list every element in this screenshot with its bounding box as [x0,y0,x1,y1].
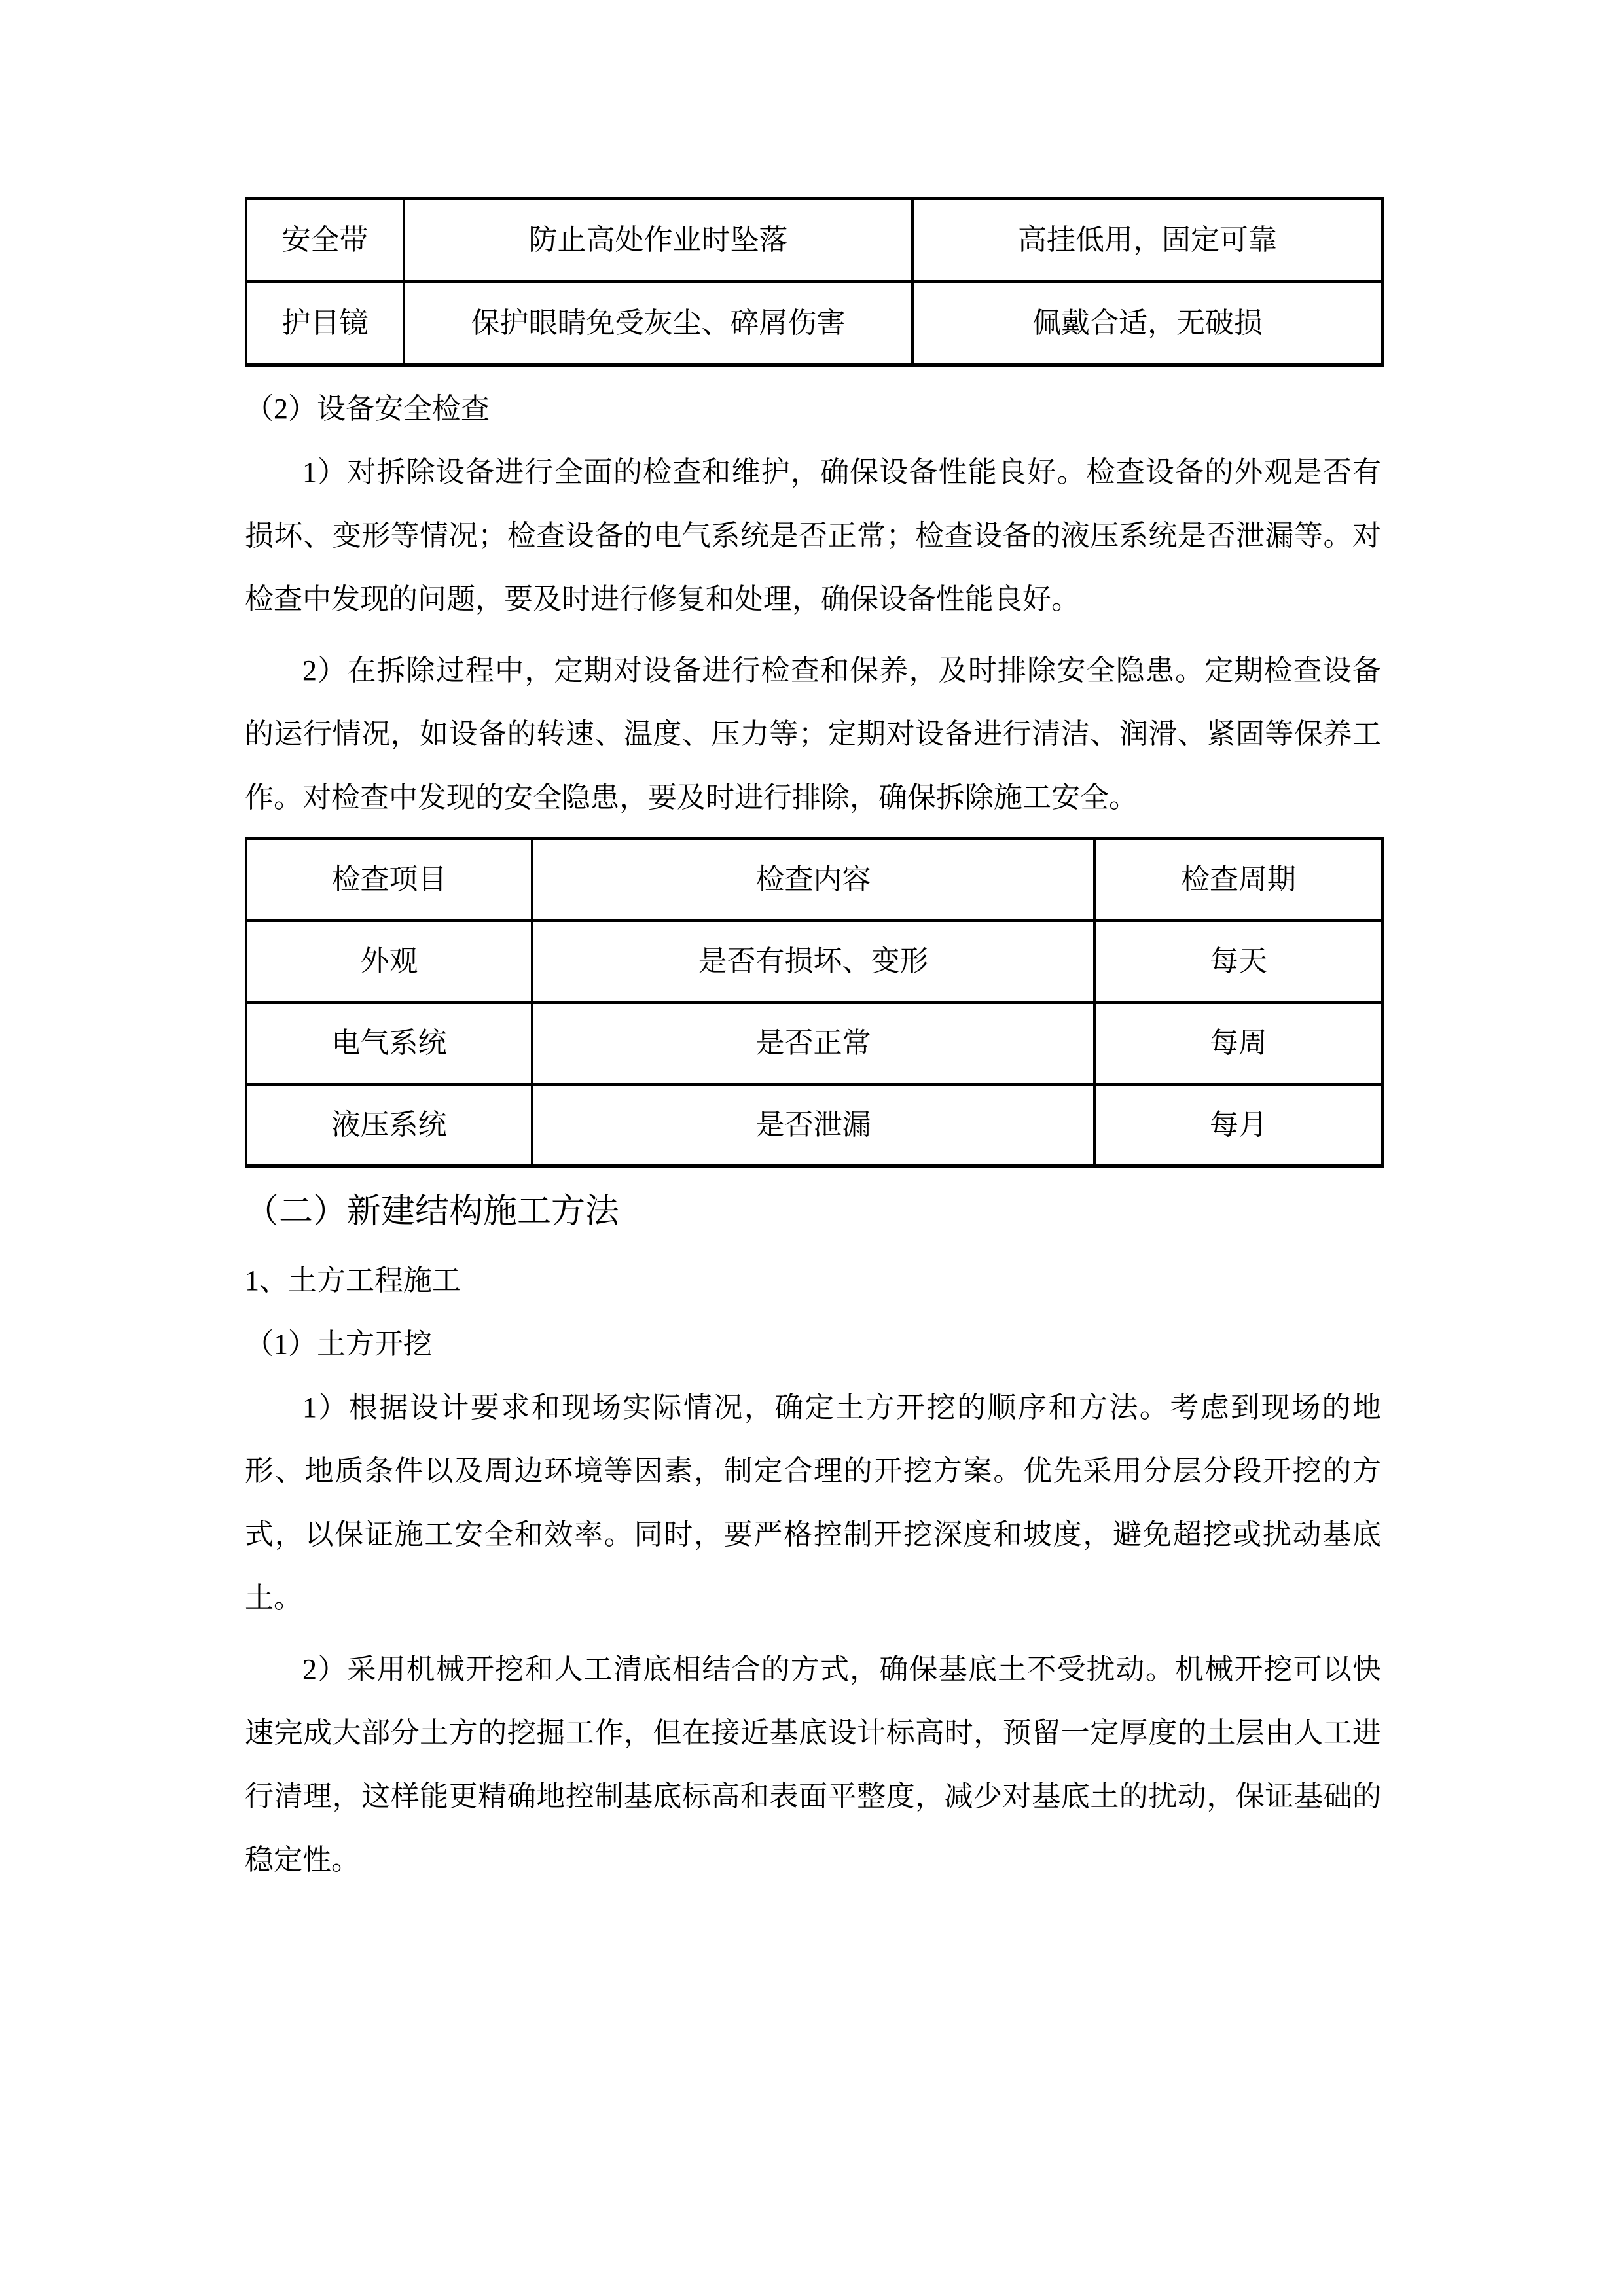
item-cell: 外观 [246,921,532,1003]
table-row [246,1085,1382,1166]
inspection-table [245,837,1384,1168]
section-label: （2）设备安全检查 [245,393,490,425]
ppe-table [245,197,1384,367]
item-cell: 液压系统 [246,1085,532,1166]
ppe-name-cell: 安全带 [246,199,404,282]
cycle-cell: 每月 [1094,1085,1382,1166]
table-row [246,199,1382,282]
cycle-cell: 每周 [1094,1003,1382,1085]
ppe-requirement-cell: 佩戴合适，无破损 [912,282,1382,365]
table-row [246,921,1382,1003]
subsection-1-label: 1、土方工程施工 [245,1265,461,1297]
header-content-cell: 检查内容 [532,839,1094,921]
ppe-requirement-cell: 高挂低用，固定可靠 [912,199,1382,282]
table-row [246,282,1382,365]
subsection-1-1-label: （1）土方开挖 [245,1328,432,1360]
ppe-purpose-cell: 保护眼睛免受灰尘、碎屑伤害 [404,282,912,365]
paragraph-inspection-2: 2）在拆除过程中，定期对设备进行检查和保养，及时排除安全隐患。定期检查设备的运行情况，如设备的转速、温度、压力等；定期对设备进行清洁、润滑、紧固等保养工作。对检查中发现的安全隐患，要及时进行排除，确保拆除施工安全。 [245,655,1381,814]
content-cell: 是否正常 [532,1003,1094,1085]
ppe-name-cell: 护目镜 [246,282,404,365]
paragraph-inspection-1: 1）对拆除设备进行全面的检查和维护，确保设备性能良好。检查设备的外观是否有损坏、变形等情况；检查设备的电气系统是否正常；检查设备的液压系统是否泄漏等。对检查中发现的问题，要及时进行修复和处理，确保设备性能良好。 [245,456,1381,615]
paragraph-excavation-2: 2）采用机械开挖和人工清底相结合的方式，确保基底土不受扰动。机械开挖可以快速完成大部分土方的挖掘工作，但在接近基底设计标高时，预留一定厚度的土层由人工进行清理，这样能更精确地控制基底标高和表面平整度，减少对基底土的扰动，保证基础的稳定性。 [245,1653,1381,1876]
content-cell: 是否泄漏 [532,1085,1094,1166]
cycle-cell: 每天 [1094,921,1382,1003]
header-cycle-cell: 检查周期 [1094,839,1382,921]
table-row [246,1003,1382,1085]
chapter-heading: （二）新建结构施工方法 [245,1193,620,1230]
ppe-purpose-cell: 防止高处作业时坠落 [404,199,912,282]
content-cell: 是否有损坏、变形 [532,921,1094,1003]
item-cell: 电气系统 [246,1003,532,1085]
header-item-cell: 检查项目 [246,839,532,921]
paragraph-excavation-1: 1）根据设计要求和现场实际情况，确定土方开挖的顺序和方法。考虑到现场的地形、地质条件以及周边环境等因素，制定合理的开挖方案。优先采用分层分段开挖的方式，以保证施工安全和效率。同时，要严格控制开挖深度和坡度，避免超挖或扰动基底土。 [245,1391,1381,1614]
table-header-row [246,839,1382,921]
